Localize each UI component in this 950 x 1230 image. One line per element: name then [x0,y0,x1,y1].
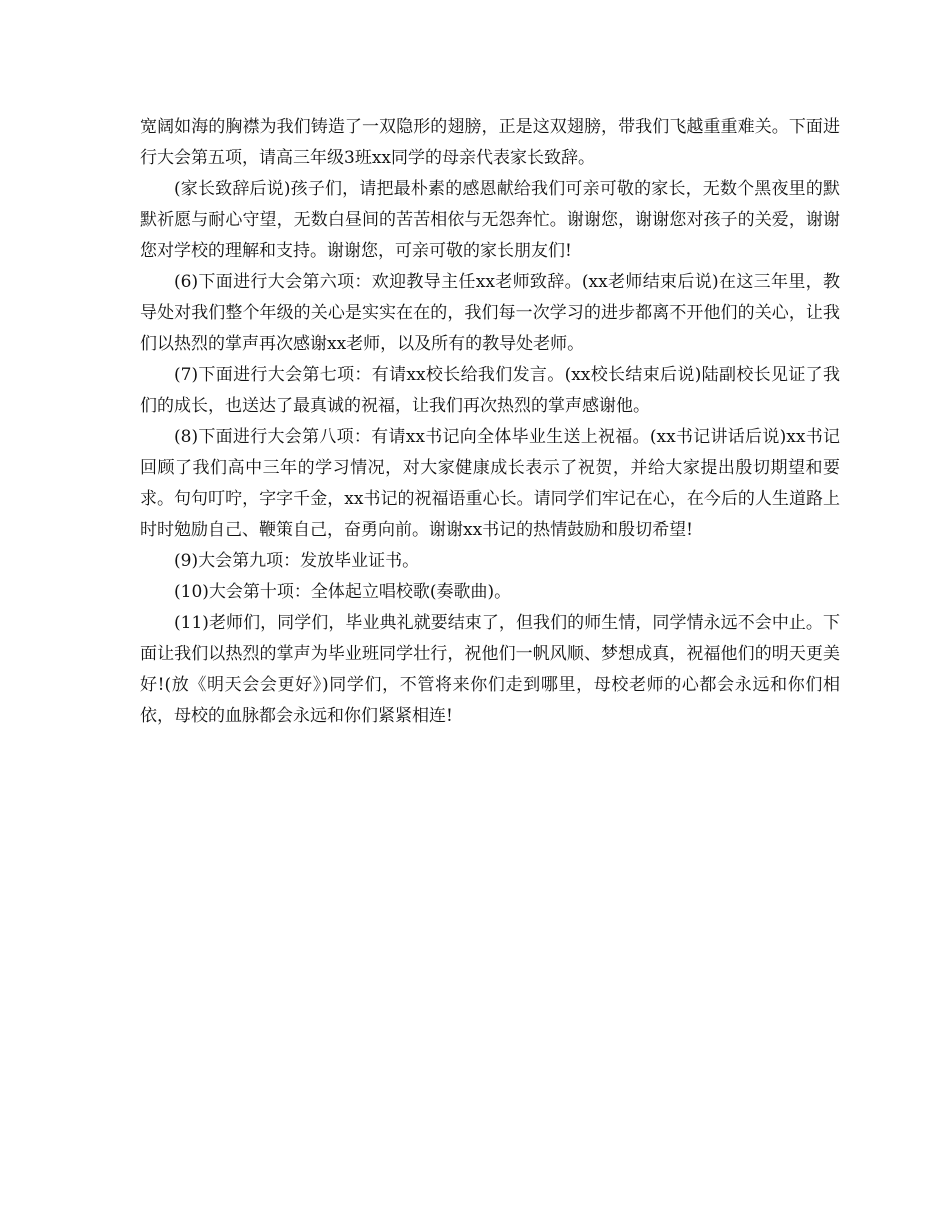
paragraph-8: (11)老师们，同学们，毕业典礼就要结束了，但我们的师生情，同学情永远不会中止。下面让我们以热烈的掌声为毕业班同学壮行，祝他们一帆风顺、梦想成真，祝福他们的明天更美好!(放《明天会会更好》)同学们，不管将来你们走到哪里，母校老师的心都会永远和你们相依，母校的血脉都会永远和你们紧紧相连! [140,613,840,726]
paragraph-4: (7)下面进行大会第七项：有请xx校长给我们发言。(xx校长结束后说)陆副校长见证了我们的成长，也送达了最真诚的祝福，让我们再次热烈的掌声感谢他。 [140,365,840,416]
paragraph-5: (8)下面进行大会第八项：有请xx书记向全体毕业生送上祝福。(xx书记讲话后说)xx书记回顾了我们高中三年的学习情况，对大家健康成长表示了祝贺，并给大家提出殷切期望和要求。句句叮咛，字字千金，xx书记的祝福语重心长。请同学们牢记在心，在今后的人生道路上时时勉励自己、鞭策自己，奋勇向前。谢谢xx书记的热情鼓励和殷切希望! [140,427,840,540]
paragraph-3: (6)下面进行大会第六项：欢迎教导主任xx老师致辞。(xx老师结束后说)在这三年里，教导处对我们整个年级的关心是实实在在的，我们每一次学习的进步都离不开他们的关心，让我们以热烈的掌声再次感谢xx老师，以及所有的教导处老师。 [140,272,840,354]
paragraph-1: 宽阔如海的胸襟为我们铸造了一双隐形的翅膀，正是这双翅膀，带我们飞越重重难关。下面进行大会第五项，请高三年级3班xx同学的母亲代表家长致辞。 [140,117,840,168]
paragraph-6: (9)大会第九项：发放毕业证书。 [174,551,420,571]
document-body [140,112,840,732]
paragraph-2: (家长致辞后说)孩子们，请把最朴素的感恩献给我们可亲可敬的家长，无数个黑夜里的默默祈愿与耐心守望，无数白昼间的苦苦相依与无怨奔忙。谢谢您，谢谢您对孩子的关爱，谢谢您对学校的理解和支持。谢谢您，可亲可敬的家长朋友们! [140,179,840,261]
paragraph-7: (10)大会第十项：全体起立唱校歌(奏歌曲)。 [174,582,512,602]
